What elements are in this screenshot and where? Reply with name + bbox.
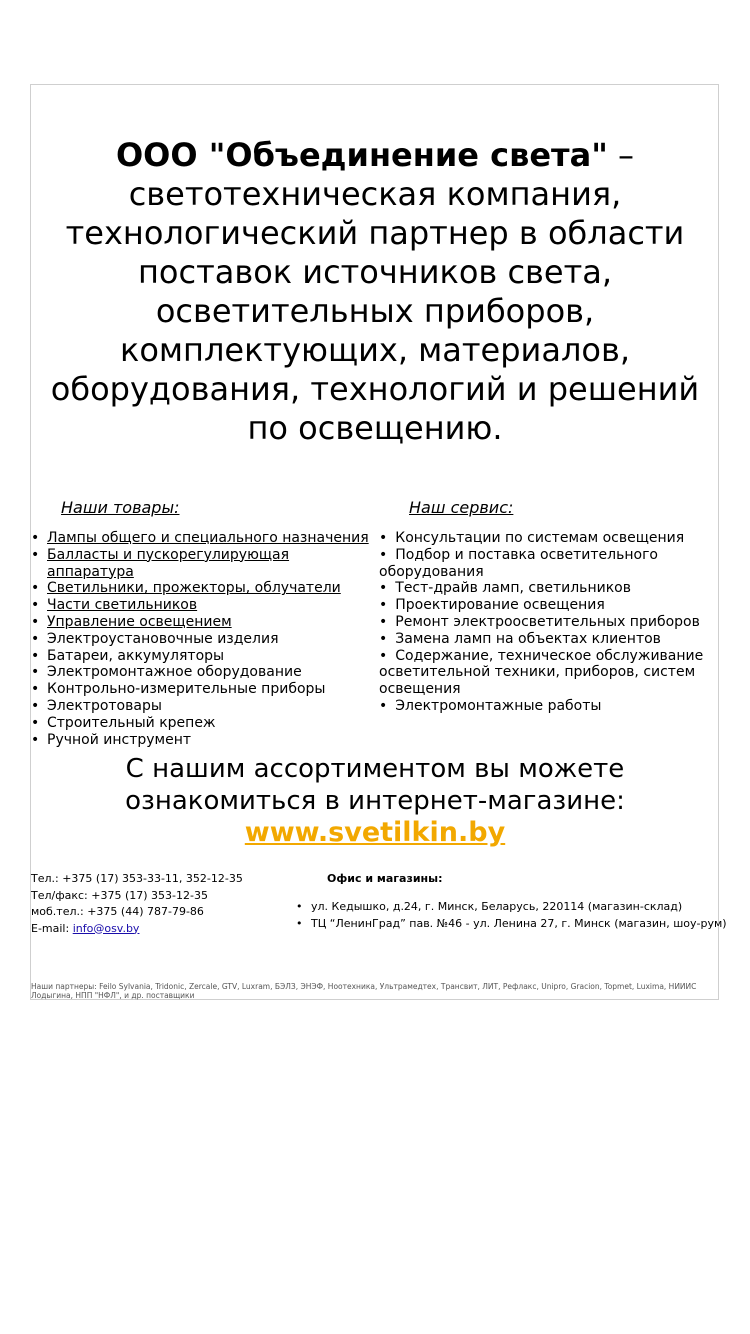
list-item: • Контрольно-измерительные приборы bbox=[31, 681, 376, 698]
phone-text: Тел.: +375 (17) 353-33-11, 352-12-35 bbox=[31, 872, 243, 885]
list-item: • Электромонтажные работы bbox=[379, 698, 709, 715]
list-item: • ТЦ “ЛенинГрад” пав. №46 - ул. Ленина 27, г. Минск (магазин, шоу-рум) bbox=[295, 915, 735, 932]
offices-title: Офис и магазины: bbox=[327, 872, 443, 885]
list-item: • Батареи, аккумуляторы bbox=[31, 648, 376, 665]
assortment-block bbox=[31, 754, 719, 850]
assortment-text: С нашим ассортиментом вы можете ознакомиться в интернет-магазине: bbox=[125, 754, 625, 816]
list-item: • Подбор и поставка осветительного оборудования bbox=[379, 547, 709, 581]
partners-text: Наши партнеры: Feilo Sylvania, Tridonic, Zercale, GTV, Luxram, БЭЛЗ, ЭНЭФ, Ноотехника, Ультрамедтех, Трансвит, ЛИТ, Рефлакс, Unipro, Gracion, Topmet, Luxima, НИИИС Лодыгина, НПП "НФЛ", и др. поставщики bbox=[31, 982, 697, 1000]
goods-link-parts[interactable]: Части светильников bbox=[47, 597, 198, 614]
goods-link-lamps[interactable]: Лампы общего и специального назначения bbox=[47, 530, 369, 546]
list-item: • Строительный крепеж bbox=[31, 715, 376, 732]
list-item bbox=[31, 547, 376, 581]
email-link[interactable]: info@osv.by bbox=[72, 921, 140, 935]
list-item: • Электротовары bbox=[31, 698, 376, 715]
mobile-text: моб.тел.: +375 (44) 787-79-86 bbox=[31, 905, 204, 918]
list-item: • Консультации по системам освещения bbox=[379, 530, 709, 547]
list-item bbox=[31, 530, 376, 547]
list-item bbox=[31, 597, 376, 614]
goods-link-ballasts[interactable]: Балласты и пускорегулирующая аппаратура bbox=[47, 546, 290, 580]
goods-list bbox=[31, 530, 376, 748]
list-item: • ул. Кедышко, д.24, г. Минск, Беларусь, 220114 (магазин-склад) bbox=[295, 898, 735, 915]
list-item: • Замена ламп на объектах клиентов bbox=[379, 631, 709, 648]
offices-list bbox=[295, 898, 735, 932]
shop-link[interactable]: www.svetilkin.by bbox=[244, 817, 506, 848]
list-item: • Содержание, техническое обслуживание осветительной техники, приборов, систем освещения bbox=[379, 648, 709, 698]
list-item bbox=[31, 580, 376, 597]
company-headline bbox=[31, 136, 719, 448]
list-item: • Электромонтажное оборудование bbox=[31, 664, 376, 681]
email-label: E-mail: bbox=[31, 921, 73, 935]
list-item: • Ручной инструмент bbox=[31, 732, 376, 749]
list-item: • Тест-драйв ламп, светильников bbox=[379, 580, 709, 597]
company-name: ООО "Объединение света" bbox=[115, 136, 608, 174]
service-list bbox=[379, 530, 709, 715]
fax-text: Тел/факс: +375 (17) 353-12-35 bbox=[31, 888, 208, 902]
list-item bbox=[31, 614, 376, 631]
service-title: Наш сервис: bbox=[409, 498, 514, 517]
company-description: – светотехническая компания, технологический партнер в области поставок источников света, осветительных приборов, комплектующих, материалов, оборудования, технологий и решений по освещению. bbox=[50, 136, 700, 447]
list-item: • Электроустановочные изделия bbox=[31, 631, 376, 648]
email-row bbox=[31, 921, 243, 938]
goods-title: Наши товары: bbox=[61, 498, 180, 517]
goods-link-luminaires[interactable]: Светильники, прожекторы, облучатели bbox=[47, 580, 341, 597]
goods-link-control[interactable]: Управление освещением bbox=[47, 613, 232, 630]
list-item: • Проектирование освещения bbox=[379, 597, 709, 614]
list-item: • Ремонт электроосветительных приборов bbox=[379, 614, 709, 631]
contacts-block bbox=[31, 871, 243, 937]
